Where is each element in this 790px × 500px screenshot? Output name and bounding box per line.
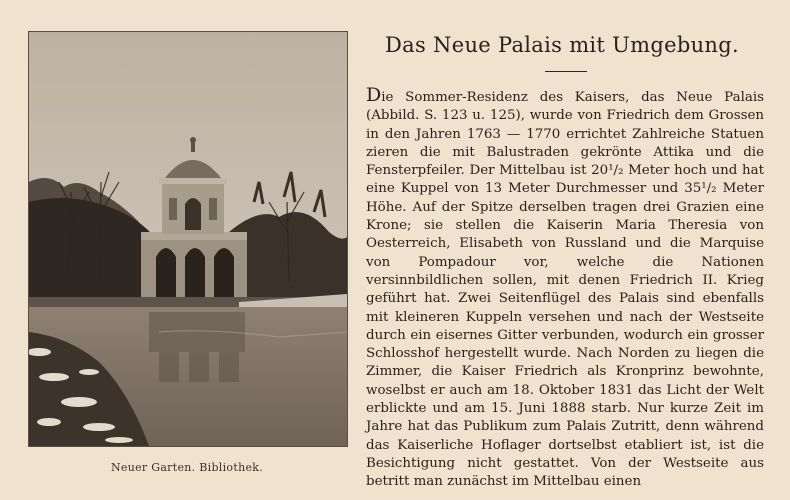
photo-caption: Neuer Garten. Bibliothek. xyxy=(110,461,264,474)
photo-neuer-garten-bibliothek xyxy=(28,31,348,447)
photo-illustration xyxy=(29,32,347,446)
article-body xyxy=(366,86,764,492)
initial-letter: D xyxy=(366,84,382,106)
title-rule xyxy=(545,71,587,72)
page-title: Das Neue Palais mit Umgebung. xyxy=(385,33,739,57)
article-body-text: ie Sommer-Residenz des Kaisers, das Neue Palais (Abbild. S. 123 u. 125), wurde von Friedrich dem Grossen in den Jahren 1763 — 1770 errichtet Zahlreiche Statuen zieren die mit Balustraden gekrönte Attika und die Fensterpfeiler. Der Mittelbau ist 20¹/₂ Meter hoch und hat eine Kuppel von 13 Meter Durchmesser und 35¹/₂ Meter Höhe. Auf der Spitze derselben tragen drei Grazien eine Krone; sie stellen die Kaiserin Maria Theresia von Oesterreich, Elisabeth von Russland und die Marquise von Pompadour vor, welche die Nationen versinnbildlichen sollen, mit denen Friedrich II. Krieg geführt hat. Zwei Seitenflügel des Palais sind ebenfalls mit kleineren Kuppeln versehen und nach der Westseite durch ein eisernes Gitter verbunden, wodurch ein grosser Schlosshof hergestellt wurde. Nach Norden zu liegen die Zimmer, die Kaiser Friedrich als Kronprinz bewohnte, woselbst er auch am 18. Oktober 1831 das Licht der Welt erblickte und am 15. Juni 1888 starb. Nur kurze Zeit im Jahre hat das Publikum zum Palais Zutritt, denn während das Kaiserliche Hoflager dortselbst etabliert ist, ist die Besichtigung nicht gestattet. Von der Westseite aus betritt man zunächst im Mittelbau einen xyxy=(366,90,764,490)
